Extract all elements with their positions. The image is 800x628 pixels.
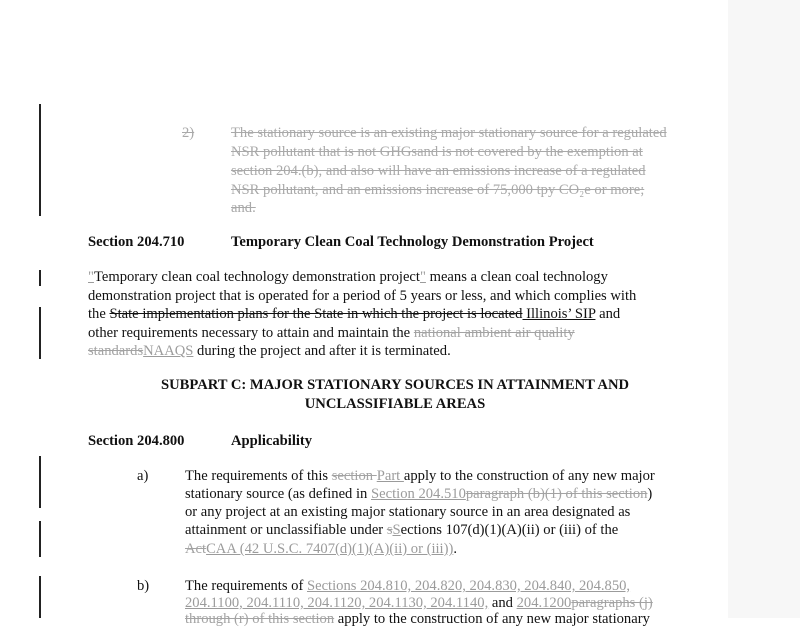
- body-text: apply to the construction of any new major: [403, 468, 655, 484]
- subpart-heading: SUBPART C: MAJOR STATIONARY SOURCES IN ATTAINMENT AND: [160, 377, 630, 393]
- top-item-line: The stationary source is an existing major stationary source for a regulated: [231, 125, 667, 141]
- deleted-text: standards: [88, 343, 144, 359]
- body-line: [185, 540, 457, 558]
- body-text: apply to the construction of any new major stationary: [334, 611, 650, 627]
- body-line: [88, 268, 608, 286]
- inserted-text: Section 204.510: [371, 486, 466, 502]
- section-number: Section 204.710: [88, 234, 185, 250]
- deleted-text: State implementation plans for the State in which the project is located: [109, 306, 523, 322]
- inserted-text: CAA (42 U.S.C. 7407(d)(1)(A)(ii) or (iii)): [206, 541, 454, 557]
- body-line: [185, 577, 630, 595]
- top-item-line: section 204.(b), and also will have an emissions increase of a regulated: [231, 163, 646, 179]
- body-text: ections 107(d)(1)(A)(ii) or (iii) of the: [400, 522, 619, 538]
- deleted-text: Act: [185, 541, 207, 557]
- body-text: and: [488, 595, 517, 611]
- top-item-line: NSR pollutant, and an emissions increase of 75,000 tpy CO₂e or more;: [231, 182, 645, 198]
- deleted-text: national ambient air quality: [413, 325, 575, 341]
- section-title: Temporary Clean Coal Technology Demonstration Project: [231, 234, 594, 250]
- inserted-text: S: [392, 522, 401, 538]
- change-bar: [39, 270, 41, 286]
- inserted-text: 204.1200: [516, 595, 572, 611]
- change-bar: [39, 104, 41, 216]
- top-item-line: NSR pollutant that is not GHGsand is not covered by the exemption at: [231, 144, 643, 160]
- inserted-text: 204.1100, 204.1110, 204.1120, 204.1130, 204.1140,: [185, 595, 489, 611]
- section-number: Section 204.800: [88, 433, 185, 449]
- page-edge-shading: [728, 0, 800, 618]
- body-line: [88, 324, 575, 342]
- body-line: [185, 485, 652, 503]
- deleted-text: through (r) of this section: [185, 611, 335, 627]
- top-item-line: and.: [231, 200, 256, 216]
- body-line: [88, 342, 451, 360]
- body-text: means a clean coal technology: [425, 269, 608, 285]
- body-text: other requirements necessary to attain and maintain the: [88, 325, 414, 341]
- inserted-quote: ": [419, 269, 426, 285]
- body-text: during the project and after it is terminated.: [193, 343, 451, 359]
- body-text: stationary source (as defined in: [185, 486, 372, 502]
- change-bar: [39, 576, 41, 618]
- inserted-text: Sections 204.810, 204.820, 204.830, 204.840, 204.850,: [306, 578, 631, 594]
- inserted-quote: ": [88, 269, 94, 285]
- body-line: [185, 610, 650, 628]
- deleted-text: s: [386, 522, 393, 538]
- top-item-number: 2): [182, 125, 195, 141]
- body-line: [185, 467, 655, 485]
- item-label: a): [137, 468, 149, 484]
- change-bar: [39, 456, 41, 508]
- body-line: [185, 521, 618, 539]
- section-title: Applicability: [231, 433, 313, 449]
- change-bar: [39, 307, 41, 359]
- change-bar: [39, 521, 41, 557]
- body-text: attainment or unclassifiable under: [185, 522, 387, 538]
- body-text: The requirements of: [185, 578, 307, 594]
- inserted-text: Part: [376, 468, 404, 484]
- body-line: or any project at an existing major stationary source in an area designated as: [185, 504, 631, 520]
- deleted-text: paragraphs (j): [571, 595, 653, 611]
- inserted-text: NAAQS: [143, 343, 194, 359]
- deleted-text: section: [331, 468, 377, 484]
- body-text: ): [647, 486, 653, 502]
- body-text: and: [595, 306, 621, 322]
- subpart-heading: UNCLASSIFIABLE AREAS: [304, 396, 486, 412]
- body-text: the: [88, 306, 110, 322]
- body-text: .: [453, 541, 457, 557]
- body-line: [88, 305, 620, 323]
- inserted-text: Illinois’ SIP: [522, 306, 596, 322]
- item-label: b): [137, 578, 150, 594]
- body-line: demonstration project that is operated for a period of 5 years or less, and which complies with: [88, 288, 637, 304]
- deleted-text: paragraph (b)(1) of this section: [465, 486, 648, 502]
- defined-term: Temporary clean coal technology demonstration project: [93, 269, 420, 285]
- body-text: The requirements of this: [185, 468, 332, 484]
